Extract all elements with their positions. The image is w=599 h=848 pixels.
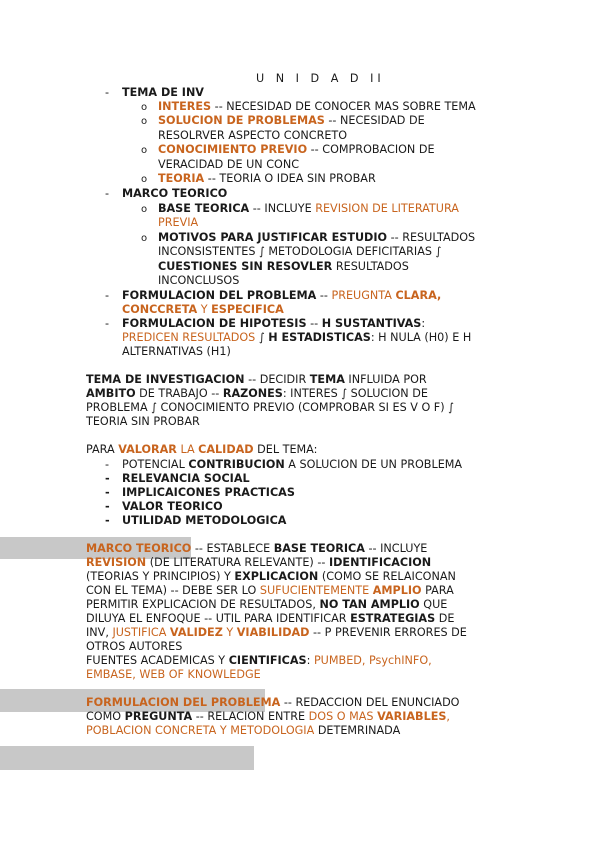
- paragraph-marco-line2: REVISION (DE LITERATURA RELEVANTE) -- IDENTIFICACION: [86, 556, 432, 569]
- bullet-dash: -: [105, 187, 110, 200]
- list-item-valor-teorico: VALOR TEORICO: [122, 500, 223, 513]
- outline-item-formulacion-cont: CONCCRETA Y ESPECIFICA: [122, 303, 284, 316]
- bullet-circle: o: [141, 174, 148, 185]
- gray-highlight-bar-3: [0, 746, 254, 770]
- page-title: U N I D A D II: [256, 72, 385, 85]
- paragraph-valorar: PARA VALORAR LA CALIDAD DEL TEMA:: [86, 443, 318, 456]
- bullet-dash: -: [105, 500, 110, 513]
- paragraph-marco-line4: CON EL TEMA) -- DEBE SER LO SUFUCIENTEMENTE AMPLIO PARA: [86, 584, 454, 597]
- list-item-utilidad: UTILIDAD METODOLOGICA: [122, 514, 287, 527]
- paragraph-tema-line3: PROBLEMA ∫ CONOCIMIENTO PREVIO (COMPROBAR SI ES V O F) ∫: [86, 401, 454, 414]
- outline-item-hipotesis-cont2: ALTERNATIVAS (H1): [122, 345, 231, 358]
- sub-item-base-teorica-cont: PREVIA: [158, 216, 199, 229]
- paragraph-marco-line7: INV, JUSTIFICA VALIDEZ Y VIABILIDAD -- P PREVENIR ERRORES DE: [86, 626, 467, 639]
- paragraph-marco-line3: (TEORIAS Y PRINCIPIOS) Y EXPLICACION (COMO SE RELAICONAN: [86, 570, 456, 583]
- outline-item-tema-inv: TEMA DE INV: [122, 86, 204, 99]
- sub-item-teoria: TEORIA -- TEORIA O IDEA SIN PROBAR: [158, 172, 376, 185]
- list-item-potencial: POTENCIAL CONTRIBUCION A SOLUCION DE UN PROBLEMA: [122, 458, 463, 471]
- sub-item-motivos: MOTIVOS PARA JUSTIFICAR ESTUDIO -- RESULTADOS: [158, 231, 476, 244]
- paragraph-marco-line1: MARCO TEORICO -- ESTABLECE BASE TEORICA -- INCLUYE: [86, 542, 428, 555]
- sub-item-motivos-cont1: INCONSISTENTES ∫ METODOLOGIA DEFICITARIAS ∫: [158, 245, 442, 258]
- sub-item-interes: INTERES -- NECESIDAD DE CONOCER MAS SOBRE TEMA: [158, 100, 476, 113]
- paragraph-tema-line1: TEMA DE INVESTIGACION -- DECIDIR TEMA INFLUIDA POR: [86, 373, 427, 386]
- paragraph-tema-line2: AMBITO DE TRABAJO -- RAZONES: INTERES ∫ SOLUCION DE: [86, 387, 428, 400]
- sub-item-conocimiento-cont: VERACIDAD DE UN CONC: [158, 158, 300, 171]
- outline-item-hipotesis-cont1: PREDICEN RESULTADOS ∫ H ESTADISTICAS: H NULA (H0) E H: [122, 331, 472, 344]
- bullet-circle: o: [141, 102, 148, 113]
- bullet-circle: o: [141, 204, 148, 215]
- paragraph-marco-line10: EMBASE, WEB OF KNOWLEDGE: [86, 668, 261, 681]
- paragraph-marco-line9: FUENTES ACADEMICAS Y CIENTIFICAS: PUMBED, PsychINFO,: [86, 654, 432, 667]
- list-item-implicaciones: IMPLICAICONES PRACTICAS: [122, 486, 295, 499]
- bullet-circle: o: [141, 116, 148, 127]
- bullet-dash: -: [105, 486, 110, 499]
- outline-item-hipotesis: FORMULACION DE HIPOTESIS -- H SUSTANTIVAS:: [122, 317, 426, 330]
- bullet-circle: o: [141, 233, 148, 244]
- sub-item-conocimiento: CONOCIMIENTO PREVIO -- COMPROBACION DE: [158, 143, 435, 156]
- sub-item-solucion: SOLUCION DE PROBLEMAS -- NECESIDAD DE: [158, 114, 425, 127]
- outline-item-formulacion: FORMULACION DEL PROBLEMA -- PREUGNTA CLARA,: [122, 289, 442, 302]
- sub-item-solucion-cont: RESOLRVER ASPECTO CONCRETO: [158, 129, 348, 142]
- paragraph-marco-line5: PERMITIR EXPLICACION DE RESULTADOS, NO TAN AMPLIO QUE: [86, 598, 448, 611]
- bullet-dash: -: [105, 317, 110, 330]
- bullet-dash: -: [105, 86, 110, 99]
- paragraph-tema-line4: TEORIA SIN PROBAR: [86, 415, 200, 428]
- list-item-relevancia: RELEVANCIA SOCIAL: [122, 472, 250, 485]
- bullet-circle: o: [141, 145, 148, 156]
- sub-item-motivos-cont3: INCONCLUSOS: [158, 274, 240, 287]
- paragraph-formulacion-line1: FORMULACION DEL PROBLEMA -- REDACCION DEL ENUNCIADO: [86, 696, 460, 709]
- paragraph-formulacion-line2: COMO PREGUNTA -- RELACION ENTRE DOS O MAS VARIABLES,: [86, 710, 450, 723]
- bullet-dash: -: [105, 472, 110, 485]
- bullet-dash: -: [105, 458, 110, 471]
- outline-item-marco: MARCO TEORICO: [122, 187, 228, 200]
- paragraph-marco-line6: DILUYA EL ENFOQUE -- UTIL PARA IDENTIFICAR ESTRATEGIAS DE: [86, 612, 455, 625]
- paragraph-formulacion-line3: POBLACION CONCRETA Y METODOLOGIA DETEMRINADA: [86, 724, 401, 737]
- sub-item-motivos-cont2: CUESTIONES SIN RESOVLER RESULTADOS: [158, 260, 409, 273]
- paragraph-marco-line8: OTROS AUTORES: [86, 640, 183, 653]
- bullet-dash: -: [105, 514, 110, 527]
- sub-item-base-teorica: BASE TEORICA -- INCLUYE REVISION DE LITERATURA: [158, 202, 459, 215]
- bullet-dash: -: [105, 289, 110, 302]
